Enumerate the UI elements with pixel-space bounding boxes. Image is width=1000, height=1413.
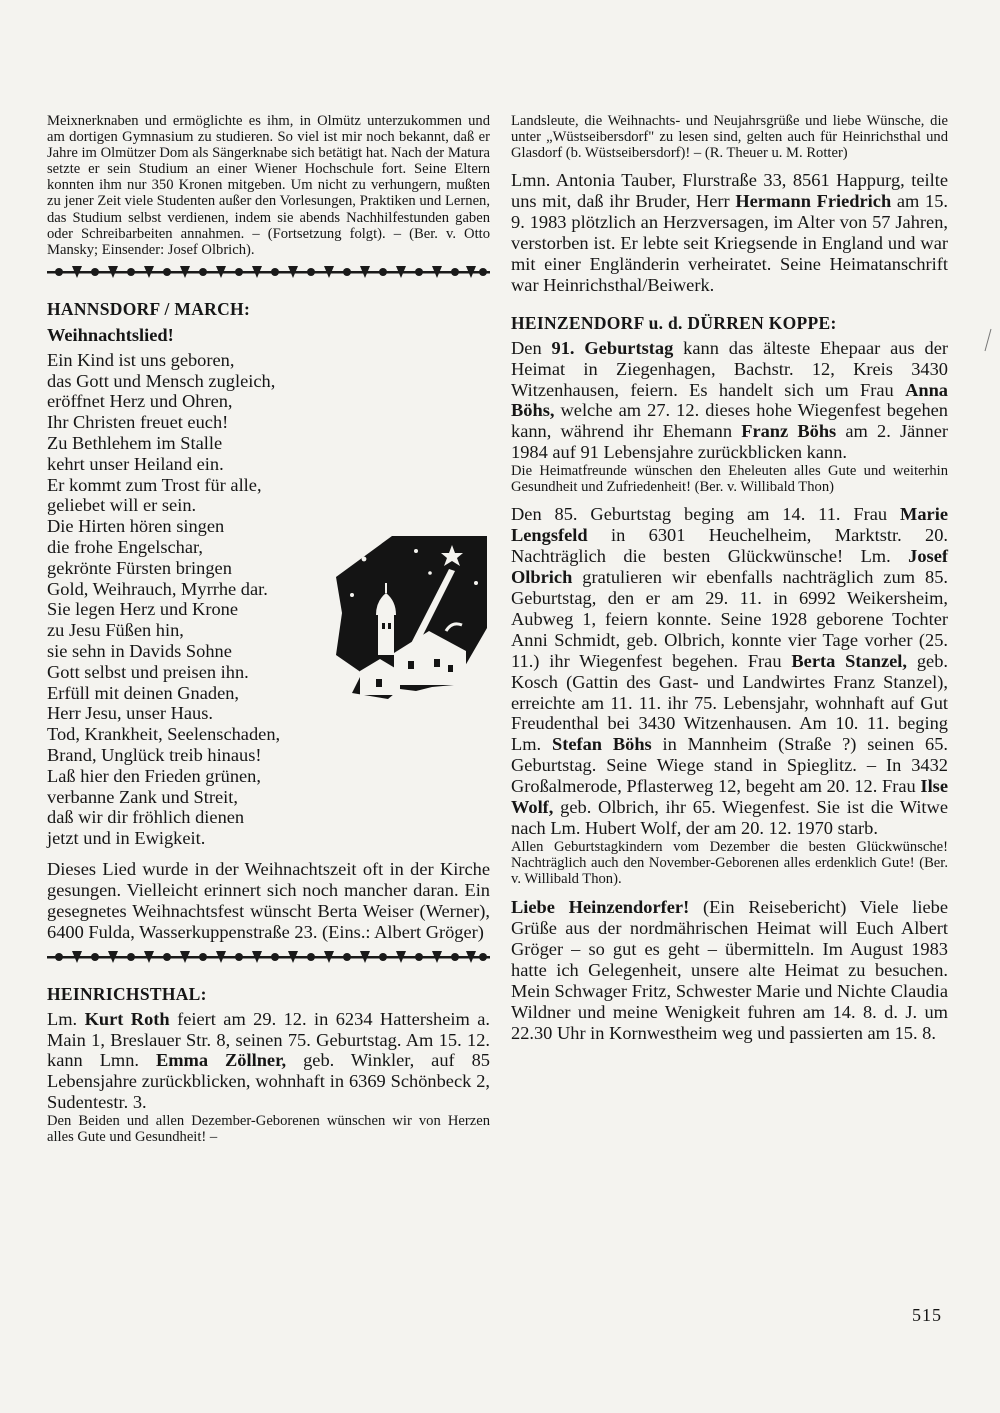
section-heading-hannsdorf: HANNSDORF / MARCH: [47,298,251,319]
poem-line: kehrt unser Heiland ein. [47,453,224,474]
intro-paragraph: Meixnerknaben und ermöglichte es ihm, in Olmütz unterzukommen und am dortigen Gymnasium zu studieren. So viel ist mir noch bekannt, daß er Jahre im Olmützer Dom als Sängerknabe sich betätigt hat. Nach der Matura setzte er sein Studium an einer Wiener Hochschule fort. Seine Eltern konnten ihm nur 350 Kronen mitgeben. Um nicht zu verhungern, mußten zu jener Zeit viele Studenten außer den Vorlesungen, Praktiken und Lernen, das Studium selbst verdienen, indem sie abends Nachhilfestunden gaben oder Schreibarbeiten annahmen. – (Fortsetzung folgt). – (Ber. v. Otto Mansky; Einsender: Josef Olbrich). [47,113,490,258]
birthday-closing: Allen Geburtstagkindern vom Dezember die besten Glückwünsche! Nachträglich auch den November-Geborenen alles erdenklich Gute! (Ber. v. Willibald Thon). [511,838,948,888]
text-run: geb. Winkler, auf 85 Lebensjahre zurückblicken, wohnhaft in 6369 Schönbeck 2, Sudentestr. 3. [47,1050,490,1113]
poem-line: Die Hirten hören singen [47,516,225,537]
section-heading-heinrichsthal: HEINRICHSTHAL: [47,983,207,1004]
text-run: feiert am 29. 12. in 6234 Hattersheim a. Main 1, Breslauer Str. 8, seinen 75. Geburtstag. Am 15. 12. kann Lmn. [47,1008,490,1071]
right-column [511,113,948,1043]
poem-line: Er kommt zum Trost für alle, [47,474,262,495]
ornamental-divider [47,950,490,966]
poem-line: Zu Bethlehem im Stalle [47,433,223,454]
poem-title: Weihnachtslied! [47,324,174,345]
left-column [47,113,490,1145]
page-number: 515 [912,1305,942,1325]
person-name: Kurt Roth [84,1008,170,1029]
text-run: welche am 27. 12. dieses hohe Wiegenfest begehen kann, während ihr Ehemann [511,400,948,442]
person-name: Ilse Wolf, [511,776,948,818]
poem-line: zu Jesu Füßen hin, [47,620,184,641]
text-run: am 15. 9. 1983 plötzlich an Herzversagen, im Alter von 57 Jahren, verstorben ist. Er lebte seit Kriegsende in England und war mit einer Engländerin verheiratet. Seine Heimatanschrift war Heinrichsthal/Beiwerk. [511,191,948,295]
person-name: Hermann Friedrich [735,191,892,212]
poem-line: verbanne Zank und Streit, [47,786,239,807]
poem-line: Brand, Unglück treib hinaus! [47,744,262,765]
christmas-village-illustration [334,533,489,708]
text-run: Lm. [47,1008,85,1029]
poem-note: Dieses Lied wurde in der Weihnachtszeit oft in der Kirche gesungen. Vielleicht erinnert sich noch mancher daran. Ein gesegnetes Weihnachtsfest wünscht Berta Weiser (Werner), 6400 Fulda, Wasserkuppenstraße 23. (Eins.: Albert Gröger) [47,858,490,942]
scan-mark [983,328,993,352]
poem-line: das Gott und Mensch zugleich, [47,370,276,391]
person-name: Marie Lengsfeld [511,504,948,546]
person-name: Stefan Böhs [551,734,652,755]
poem-line: geliebet will er sein. [47,495,197,516]
person-name: Berta Stanzel, [791,650,907,671]
person-name: Josef Olbrich [511,546,948,588]
text-run: kann das älteste Ehepaar aus der Heimat in Ziegenhagen, Bachstr. 12, Kreis 3430 Witzenhausen, feiern. Es handelt sich um Frau [511,337,948,400]
person-name: Emma Zöllner, [155,1050,287,1071]
obituary-paragraph [511,170,948,295]
poem-line: Gott selbst und preisen ihn. [47,661,249,682]
text-run: Den 85. Geburtstag beging am 14. 11. Frau [511,504,900,525]
text-run: (Ein Reisebericht) Viele liebe Grüße aus der nordmährischen Heimat will Euch Albert Gröger – so gut es geht – übermitteln. Im August 1983 hatte ich Gelegenheit, unsere alte Heimat zu besuchen. Mein Schwager Fritz, Schwester Marie und Nichte Claudia Wildner und meine Wenigkeit fuhren am 14. 8. d. J. um 22.30 Uhr in Kornwestheim weg und passierten am 15. 8. [511,897,949,1043]
ornamental-divider [47,265,490,281]
text-run: Den [511,337,552,358]
travel-report-paragraph [511,897,948,1043]
birthday-list-paragraph [511,504,948,839]
poem-line: Laß hier den Frieden grünen, [47,765,261,786]
text-run: Lmn. Antonia Tauber, Flurstraße 33, 8561 Happurg, teilte uns mit, daß ihr Bruder, Herr [511,170,948,212]
text-run: geb. Kosch (Gattin des Gast- und Landwirtes Franz Stanzel), erreichte am 11. 11. ihr 75. Lebensjahr, wohnhaft auf Gut Freudenthal bei 3430 Witzenhausen. Am 10. 11. beging Lm. [511,650,948,755]
bold-text: Liebe Heinzendorfer! [511,897,690,918]
person-name: Anna Böhs, [511,379,948,421]
heinrichsthal-wishes: Den Beiden und allen Dezember-Geborenen wünschen wir von Herzen alles Gute und Gesundheit! – [47,1113,490,1146]
poem-line: sie sehn in Davids Sohne [47,641,232,661]
poem-line: eröffnet Herz und Ohren, [47,391,233,412]
text-run: geb. Olbrich, ihr 65. Wiegenfest. Sie ist die Witwe nach Lm. Hubert Wolf, der am 20. 12. 1970 starb. [511,797,948,838]
section-heading-heinzendorf: HEINZENDORF u. d. DÜRREN KOPPE: [511,312,837,333]
poem-line: Herr Jesu, unser Haus. [47,703,213,724]
person-name: Franz Böhs [741,421,837,442]
poem-line: Ein Kind ist uns geboren, [47,349,235,370]
heinrichsthal-paragraph [47,1009,490,1114]
poem-line: die frohe Engelschar, [47,537,204,558]
poem-line: gekrönte Fürsten bringen [47,557,232,578]
greetings-paragraph: Landsleute, die Weihnachts- und Neujahrsgrüße und liebe Wünsche, die unter „Wüstseibersdorf" zu lesen sind, gelten auch für Heinrichsthal und Glasdorf (b. Wüstseibersdorf)! – (R. Theuer u. M. Rotter) [511,113,948,162]
text-run: in 6301 Heuchelheim, Marktstr. 20. Nachträglich die besten Glückwünsche! Lm. [511,525,948,567]
text-run: in Mannheim (Straße ?) seinen 65. Geburtstag. Seine Wiege stand in Spieglitz. – In 3432 Großalmerode, Pflasterweg 12, begeht am 20. 12. Frau [511,734,948,797]
poem-line: Sie legen Herz und Krone [47,599,238,620]
poem-line: Gold, Weihrauch, Myrrhe dar. [47,578,268,599]
text-run: am 2. Jänner 1984 auf 91 Lebensjahre zurückblicken kann. [511,421,948,463]
text-run: gratulieren wir ebenfalls nachträglich zum 85. Geburtstag, den er am 29. 11. in 6992 Weikersheim, Aubweg 1, feiern konnte. Seine 1928 geborene Tochter Anni Schmidt, geb. Olbrich, konnte vier Tage vorher (25. 11.) ihr Wiegenfest begehen. Frau [511,567,948,671]
birthday-wishes: Die Heimatfreunde wünschen den Eheleuten alles Gute und weiterhin Gesundheit und Zufriedenheit! (Ber. v. Willibald Thon) [511,463,948,496]
poem-line: Tod, Krankheit, Seelenschaden, [47,724,281,745]
bold-text: 91. Geburtstag [551,337,674,358]
birthday-paragraph [511,338,948,463]
poem-line: Erfüll mit deinen Gnaden, [47,682,240,703]
poem-line: Ihr Christen freuet euch! [47,412,229,433]
poem-line: jetzt und in Ewigkeit. [47,828,206,849]
poem-line: daß wir dir fröhlich dienen [47,807,245,828]
